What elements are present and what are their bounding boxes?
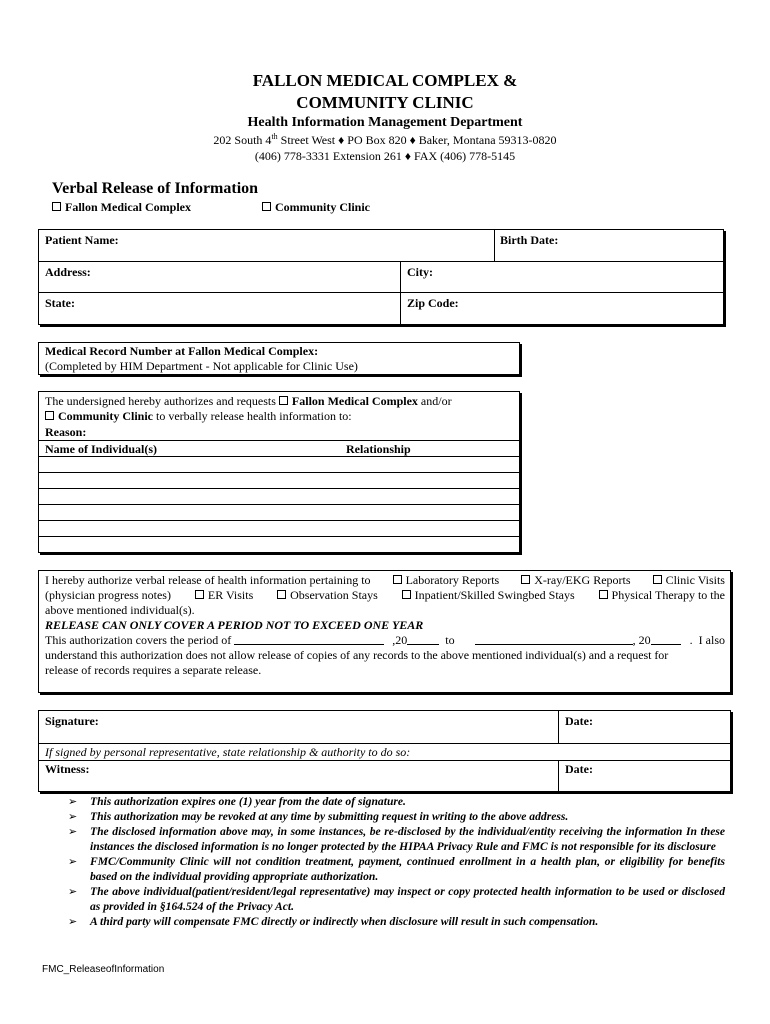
option-inpatient-swingbed[interactable]: Inpatient/Skilled Swingbed Stays: [402, 588, 575, 603]
reason-field[interactable]: Reason:: [45, 425, 87, 439]
org-name-line1: FALLON MEDICAL COMPLEX &: [252, 71, 518, 90]
recipient-row[interactable]: [38, 520, 520, 521]
arrow-bullet-icon: ➢: [68, 855, 78, 868]
mrn-note: (Completed by HIM Department - Not applicable for Clinic Use): [45, 359, 358, 373]
period-end-field[interactable]: [475, 633, 633, 645]
signature-date-field[interactable]: Date:: [565, 714, 593, 728]
option-laboratory-reports[interactable]: Laboratory Reports: [393, 573, 500, 588]
list-item: ➢ FMC/Community Clinic will not condition treatment, payment, continued enrollment in a health plan, or eligibility for benefits based on the individual providing appropriate authorization.: [68, 855, 725, 883]
option-clinic-visits[interactable]: Clinic Visits: [653, 573, 725, 588]
state-field[interactable]: State:: [45, 296, 75, 310]
arrow-bullet-icon: ➢: [68, 825, 78, 838]
arrow-bullet-icon: ➢: [68, 795, 78, 808]
period-start-year-field[interactable]: [407, 633, 439, 645]
witness-date-field[interactable]: Date:: [565, 762, 593, 776]
department-name: Health Information Management Department: [247, 115, 523, 130]
signature-field[interactable]: Signature:: [45, 714, 99, 728]
checkbox-icon[interactable]: [45, 411, 54, 420]
recipient-row[interactable]: [38, 504, 520, 505]
disclosure-notes: [66, 794, 725, 929]
list-item: ➢ The above individual(patient/resident/legal representative) may inspect or copy protected health information to be used or disclosed as provided in §164.524 of the Privacy Act.: [68, 885, 725, 913]
arrow-bullet-icon: ➢: [68, 915, 78, 928]
address-line: 202 South 4th Street West ♦ PO Box 820 ♦ Baker, Montana 59313-0820: [213, 132, 557, 147]
witness-field[interactable]: Witness:: [45, 762, 90, 776]
option-xray-ekg-reports[interactable]: X-ray/EKG Reports: [521, 573, 630, 588]
name-of-individuals-header: Name of Individual(s): [45, 442, 158, 456]
arrow-bullet-icon: ➢: [68, 810, 78, 823]
option-community-clinic[interactable]: Community Clinic: [262, 200, 370, 215]
recipient-row[interactable]: [38, 488, 520, 489]
patient-name-field[interactable]: Patient Name:: [45, 233, 119, 247]
list-item: ➢ The disclosed information above may, in some instances, be re-disclosed by the individual/entity receiving the information In these instances the disclosed information is no longer protected by the HIPAA Privacy Rule and FMC is not responsible for its disclosure: [68, 825, 725, 853]
form-title: Verbal Release of Information: [52, 180, 259, 197]
option-observation-stays[interactable]: Observation Stays: [277, 588, 378, 603]
phone-line: (406) 778-3331 Extension 261 ♦ FAX (406) 778-5145: [254, 149, 516, 163]
city-field[interactable]: City:: [407, 265, 433, 279]
mrn-field[interactable]: Medical Record Number at Fallon Medical Complex:: [45, 344, 319, 358]
relationship-header: Relationship: [346, 442, 411, 456]
address-field[interactable]: Address:: [45, 265, 91, 279]
checkbox-icon[interactable]: [262, 202, 271, 211]
representative-note[interactable]: If signed by personal representative, state relationship & authority to do so:: [45, 745, 411, 759]
checkbox-icon[interactable]: [279, 396, 288, 405]
recipient-row[interactable]: [38, 536, 520, 537]
authorization-text: I hereby authorize verbal release of health information pertaining to Laboratory Reports X-ray/EKG Reports Clinic Visits (physician progress notes) ER Visits Observation Stays Inpatient/Skilled Swingbed Stays Physical Therapy to the above mentioned individual(s). RELEASE CAN ONLY COVER A PERIOD NOT TO EXCEED ONE YEAR This authorization covers the period of ,20 to , 20 . I also understand this authorization does not allow release of copies of any records to the above mentioned individual(s) and a request for release of records requires a separate release.: [45, 573, 725, 677]
zip-code-field[interactable]: Zip Code:: [407, 296, 459, 310]
checkbox-icon[interactable]: [52, 202, 61, 211]
patient-info-box: [38, 229, 724, 325]
option-fallon-medical-complex[interactable]: Fallon Medical Complex: [52, 200, 191, 215]
option-er-visits[interactable]: ER Visits: [195, 588, 253, 603]
period-warning: RELEASE CAN ONLY COVER A PERIOD NOT TO EXCEED ONE YEAR: [45, 618, 424, 632]
birth-date-field[interactable]: Birth Date:: [500, 233, 559, 247]
release-intro: The undersigned hereby authorizes and requests Fallon Medical Complex and/or Community Clinic to verbally release health information to:: [45, 394, 452, 423]
list-item: ➢ A third party will compensate FMC directly or indirectly when disclosure will result in such compensation.: [68, 915, 599, 928]
list-item: ➢ This authorization may be revoked at any time by submitting request in writing to the above address.: [68, 810, 569, 823]
period-start-field[interactable]: [234, 633, 384, 645]
option-physical-therapy[interactable]: Physical Therapy to the: [599, 588, 725, 603]
period-end-year-field[interactable]: [651, 633, 681, 645]
org-name-line2: COMMUNITY CLINIC: [296, 93, 474, 112]
arrow-bullet-icon: ➢: [68, 885, 78, 898]
list-item: ➢ This authorization expires one (1) year from the date of signature.: [68, 795, 406, 808]
recipient-row[interactable]: [38, 472, 520, 473]
footer-form-code: FMC_ReleaseofInformation: [42, 964, 165, 975]
